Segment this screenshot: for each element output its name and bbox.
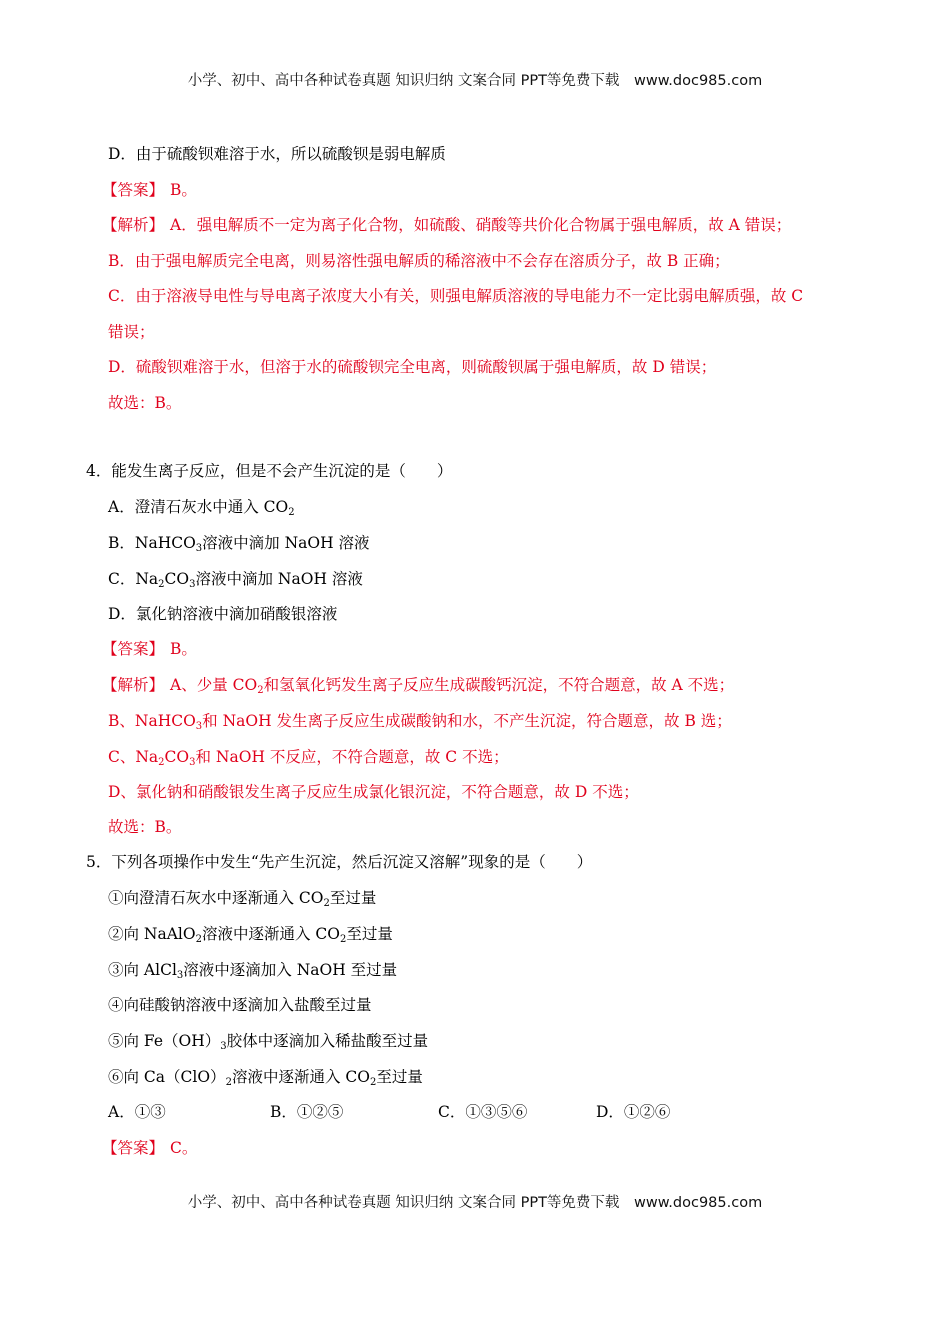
q3-answer: 【答案】 B。 [102, 181, 197, 199]
q3-conclusion: 故选：B。 [108, 394, 182, 412]
q4-option-b: B．NaHCO$_3$溶液中滴加 NaOH 溶液 [108, 534, 370, 554]
q5-stem: 5．下列各项操作中发生“先产生沉淀，然后沉淀又溶解”现象的是（ ） [86, 853, 593, 871]
q4-answer: 【答案】 B。 [102, 640, 197, 658]
q3-analysis-c: C．由于溶液导电性与导电离子浓度大小有关，则强电解质溶液的导电能力不一定比弱电解质强，故 C [108, 287, 804, 305]
q4-conclusion: 故选：B。 [108, 818, 182, 836]
q3-analysis-b: B．由于强电解质完全电离，则易溶性强电解质的稀溶液中不会存在溶质分子，故 B 正确； [108, 252, 730, 270]
q3-analysis-c-cont: 错误； [108, 323, 155, 341]
q4-option-a: A．澄清石灰水中通入 $CO_2$ [108, 498, 295, 518]
q4-analysis-c: C、$Na_2CO_3$和 NaOH 不反应，不符合题意，故 C 不选； [108, 748, 509, 768]
answer-tag: 【答案】 [102, 181, 165, 199]
header-text: 小学、初中、高中各种试卷真题 知识归纳 文案合同 PPT等免费下载 [187, 73, 620, 89]
q3-option-d: D．由于硫酸钡难溶于水，所以硫酸钡是弱电解质 [108, 145, 446, 163]
answer-tag: 【答案】 [102, 1139, 165, 1157]
q5-option-c: C．①③⑤⑥ [438, 1103, 528, 1121]
analysis-tag: 【解析】 [102, 676, 165, 694]
answer-tag: 【答案】 [102, 640, 165, 658]
q4-analysis-a: 【解析】 A、少量 $CO_2$和氢氧化钙发生离子反应生成碳酸钙沉淀，不符合题意，故 A 不选； [102, 676, 735, 696]
q4-analysis-b: B、NaHCO$_3$和 NaOH 发生离子反应生成碳酸钠和水，不产生沉淀，符合题意，故 B 选； [108, 712, 732, 732]
q5-options [108, 1105, 670, 1121]
q5-option-b: B．①②⑤ [270, 1103, 344, 1121]
page-header [0, 69, 950, 90]
header-url[interactable]: www.doc985.com [634, 73, 763, 89]
q3-analysis-a: 【解析】 A．强电解质不一定为离子化合物，如硫酸、硝酸等共价化合物属于强电解质，故 A 错误； [102, 216, 792, 234]
q4-analysis-d: D、氯化钠和硝酸银发生离子反应生成氯化银沉淀，不符合题意，故 D 不选； [108, 783, 639, 801]
q5-item-6: ⑥向 $Ca(ClO)_2$溶液中逐渐通入 $CO_2$至过量 [108, 1068, 423, 1088]
q5-item-5: ⑤向 $Fe(OH)_3$胶体中逐滴加入稀盐酸至过量 [108, 1032, 429, 1052]
q5-answer: 【答案】 C。 [102, 1139, 198, 1157]
footer-text: 小学、初中、高中各种试卷真题 知识归纳 文案合同 PPT等免费下载 [187, 1195, 620, 1211]
q4-option-c: C．$Na_2CO_3$溶液中滴加 NaOH 溶液 [108, 570, 363, 590]
q5-item-1: ①向澄清石灰水中逐渐通入 $CO_2$至过量 [108, 889, 377, 909]
q5-item-2: ②向 NaAlO$_2$溶液中逐渐通入 $CO_2$至过量 [108, 925, 393, 945]
q5-option-a: A．①③ [108, 1103, 166, 1121]
analysis-tag: 【解析】 [102, 216, 165, 234]
footer-url[interactable]: www.doc985.com [634, 1195, 763, 1211]
q4-stem: 4．能发生离子反应，但是不会产生沉淀的是（ ） [86, 462, 453, 480]
q3-analysis-d: D．硫酸钡难溶于水，但溶于水的硫酸钡完全电离，则硫酸钡属于强电解质，故 D 错误； [108, 358, 717, 376]
q5-item-3: ③向 AlCl$_3$溶液中逐滴加入 NaOH 至过量 [108, 961, 398, 981]
q5-item-4: ④向硅酸钠溶液中逐滴加入盐酸至过量 [108, 996, 372, 1014]
q5-option-d: D．①②⑥ [596, 1103, 671, 1121]
page-footer [0, 1191, 950, 1212]
q4-option-d: D．氯化钠溶液中滴加硝酸银溶液 [108, 605, 338, 623]
